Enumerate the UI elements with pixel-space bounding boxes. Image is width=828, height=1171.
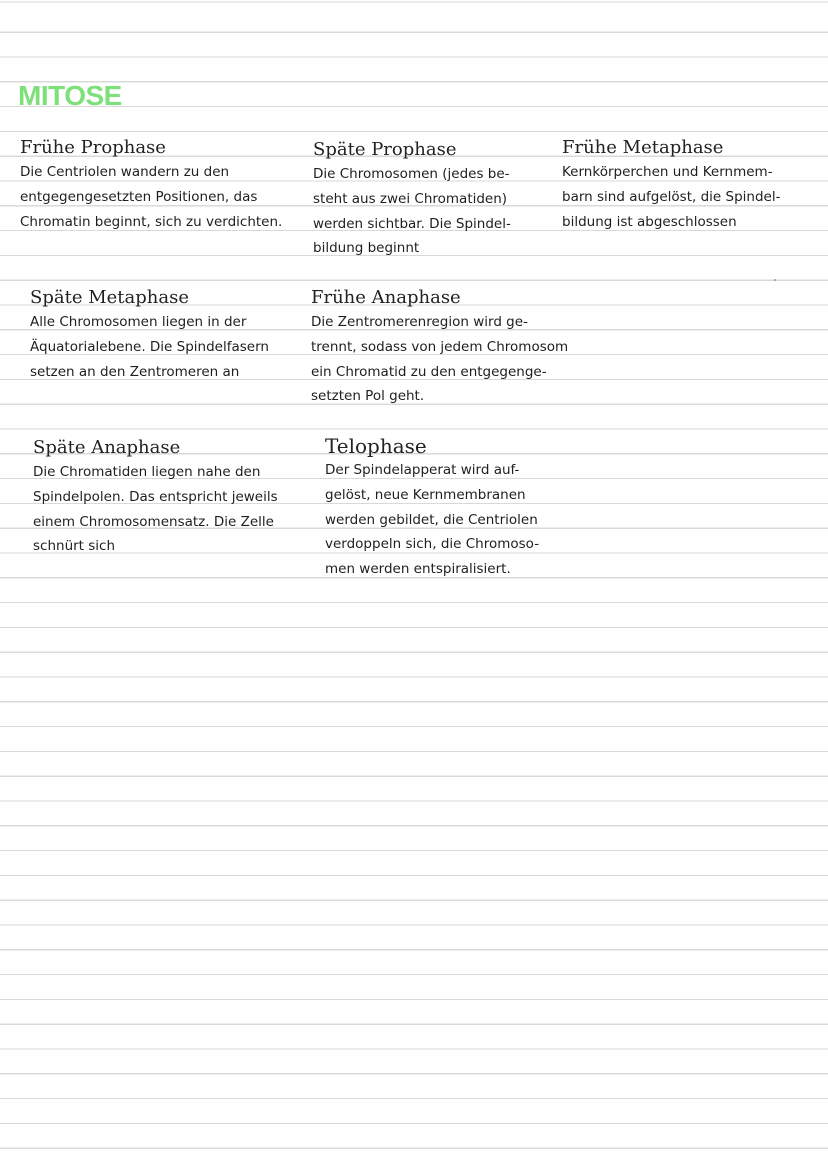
text-line: entgegengesetzten Positionen, das — [20, 188, 258, 205]
text-line: Alle Chromosomen liegen in der — [30, 314, 247, 330]
text-line: trennt, sodass von jedem Chromosom — [311, 338, 569, 355]
section-heading: Späte Anaphase — [33, 437, 181, 458]
text-line: men werden entspiralisiert. — [325, 561, 511, 578]
section-spaete-anaphase — [33, 436, 278, 559]
section-heading: Telophase — [325, 434, 427, 458]
section-heading: Frühe Prophase — [20, 137, 166, 158]
section-heading: Späte Prophase — [313, 139, 457, 160]
text-line: gelöst, neue Kernmembranen — [325, 486, 526, 503]
section-heading: Frühe Metaphase — [562, 137, 724, 158]
text-line: schnürt sich — [33, 538, 116, 555]
text-line: barn sind aufgelöst, die Spindel- — [562, 188, 781, 205]
ink-dot — [774, 279, 776, 281]
section-fruehe-metaphase — [562, 136, 780, 234]
text-line: Die Zentromerenregion wird ge- — [311, 314, 528, 330]
section-heading: Frühe Anaphase — [311, 287, 461, 308]
text-line: werden gebildet, die Centriolen — [325, 511, 538, 528]
section-fruehe-anaphase — [311, 286, 568, 409]
text-line: bildung beginnt — [313, 240, 420, 257]
text-line: werden sichtbar. Die Spindel- — [313, 215, 511, 232]
section-fruehe-prophase — [20, 136, 282, 234]
section-heading: Späte Metaphase — [30, 287, 189, 308]
section-spaete-prophase — [313, 138, 511, 261]
text-line: einem Chromosomensatz. Die Zelle — [33, 513, 274, 530]
section-spaete-metaphase — [30, 286, 269, 384]
text-line: steht aus zwei Chromatiden) — [313, 190, 508, 207]
text-line: Der Spindelapperat wird auf- — [325, 462, 520, 478]
text-line: bildung ist abgeschlossen — [562, 213, 737, 230]
text-line: verdoppeln sich, die Chromoso- — [325, 536, 540, 553]
page-title: MITOSE — [18, 80, 122, 111]
text-line: Die Chromosomen (jedes be- — [313, 166, 510, 182]
text-line: Chromatin beginnt, sich zu verdichten. — [20, 213, 283, 230]
text-line: Die Chromatiden liegen nahe den — [33, 464, 261, 480]
section-telophase — [325, 434, 539, 582]
text-line: Die Centriolen wandern zu den — [20, 164, 230, 180]
text-line: Spindelpolen. Das entspricht jeweils — [33, 488, 278, 505]
text-line: Äquatorialebene. Die Spindelfasern — [30, 338, 269, 355]
text-line: setzten Pol geht. — [311, 388, 425, 405]
text-line: Kernkörperchen und Kernmem- — [562, 164, 773, 180]
text-line: ein Chromatid zu den entgegenge- — [311, 363, 547, 380]
text-line: setzen an den Zentromeren an — [30, 363, 240, 380]
